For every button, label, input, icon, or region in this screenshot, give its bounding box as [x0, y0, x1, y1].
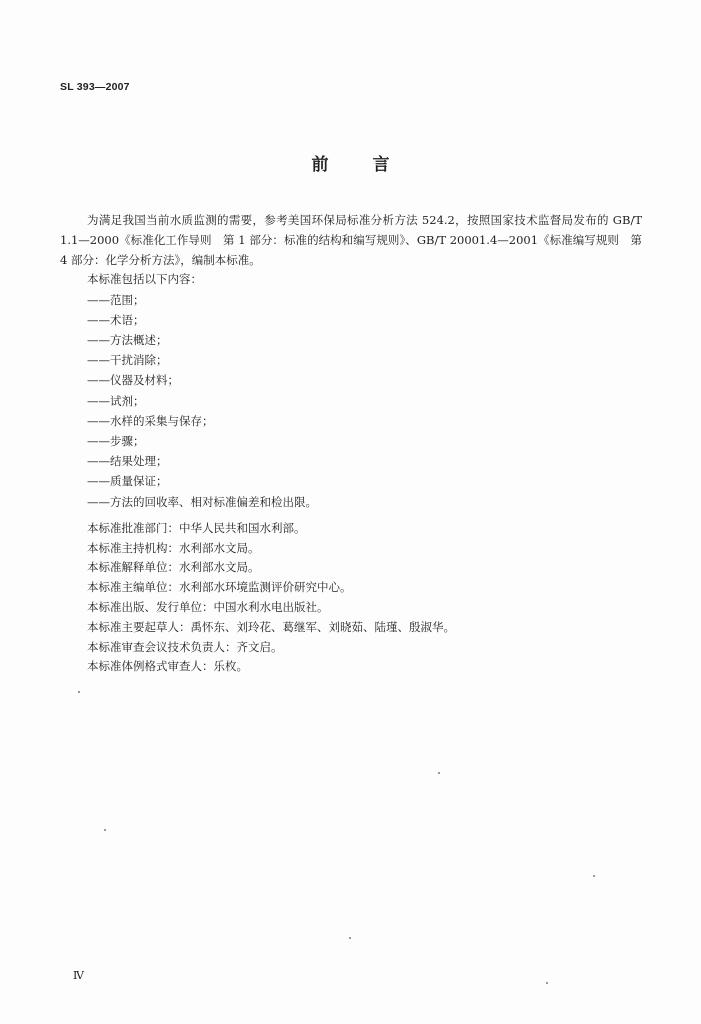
document-body	[60, 210, 642, 677]
list-item: ——结果处理；	[87, 454, 168, 469]
list-item: ——范围；	[87, 292, 145, 307]
scan-speck	[104, 829, 106, 831]
list-item: ——干扰消除；	[87, 353, 168, 368]
standard-code: SL 393—2007	[60, 81, 130, 93]
info-line: 本标准批准部门：中华人民共和国水利部。	[87, 520, 306, 535]
contents-list	[60, 290, 642, 512]
scan-speck	[78, 691, 80, 693]
info-line: 本标准主要起草人：禹怀东、刘玲花、葛继军、刘晓茹、陆瑾、殷淑华。	[87, 619, 455, 634]
scan-speck	[438, 772, 440, 774]
scan-speck	[349, 937, 351, 939]
list-item: ——仪器及材料；	[87, 373, 179, 388]
info-line: 本标准主编单位：水利部水环境监测评价研究中心。	[87, 580, 352, 595]
list-item: ——质量保证；	[87, 474, 168, 489]
page-title: 前言	[311, 155, 434, 175]
list-item: ——试剂；	[87, 393, 145, 408]
info-line: 本标准审查会议技术负责人：齐文启。	[87, 639, 283, 654]
contents-intro: 本标准包括以下内容：	[87, 272, 202, 286]
info-line: 本标准主持机构：水利部水文局。	[87, 540, 260, 555]
intro-paragraph: 为满足我国当前水质监测的需要，参考美国环保局标准分析方法 524.2，按照国家技术监督局发布的 GB/T 1.1—2000《标准化工作导则 第 1 部分：标准的结构和编写规则》、GB/T 20001.4—2001《标准编写规则 第 4 部分：化学分析方法》，编制本标准。	[60, 213, 642, 267]
list-item: ——水样的采集与保存；	[87, 413, 214, 428]
list-item: ——术语；	[87, 312, 145, 327]
scan-speck	[546, 982, 548, 984]
info-line: 本标准解释单位：水利部水文局。	[87, 560, 260, 575]
info-block	[60, 519, 642, 677]
page-number: Ⅳ	[73, 969, 84, 982]
list-item: ——步骤；	[87, 433, 145, 448]
list-item: ——方法概述；	[87, 332, 168, 347]
scan-speck	[593, 875, 595, 877]
info-line: 本标准出版、发行单位：中国水利水电出版社。	[87, 599, 329, 614]
list-item: ——方法的回收率、相对标准偏差和检出限。	[87, 494, 317, 509]
info-line: 本标准体例格式审查人：乐枚。	[87, 659, 248, 674]
